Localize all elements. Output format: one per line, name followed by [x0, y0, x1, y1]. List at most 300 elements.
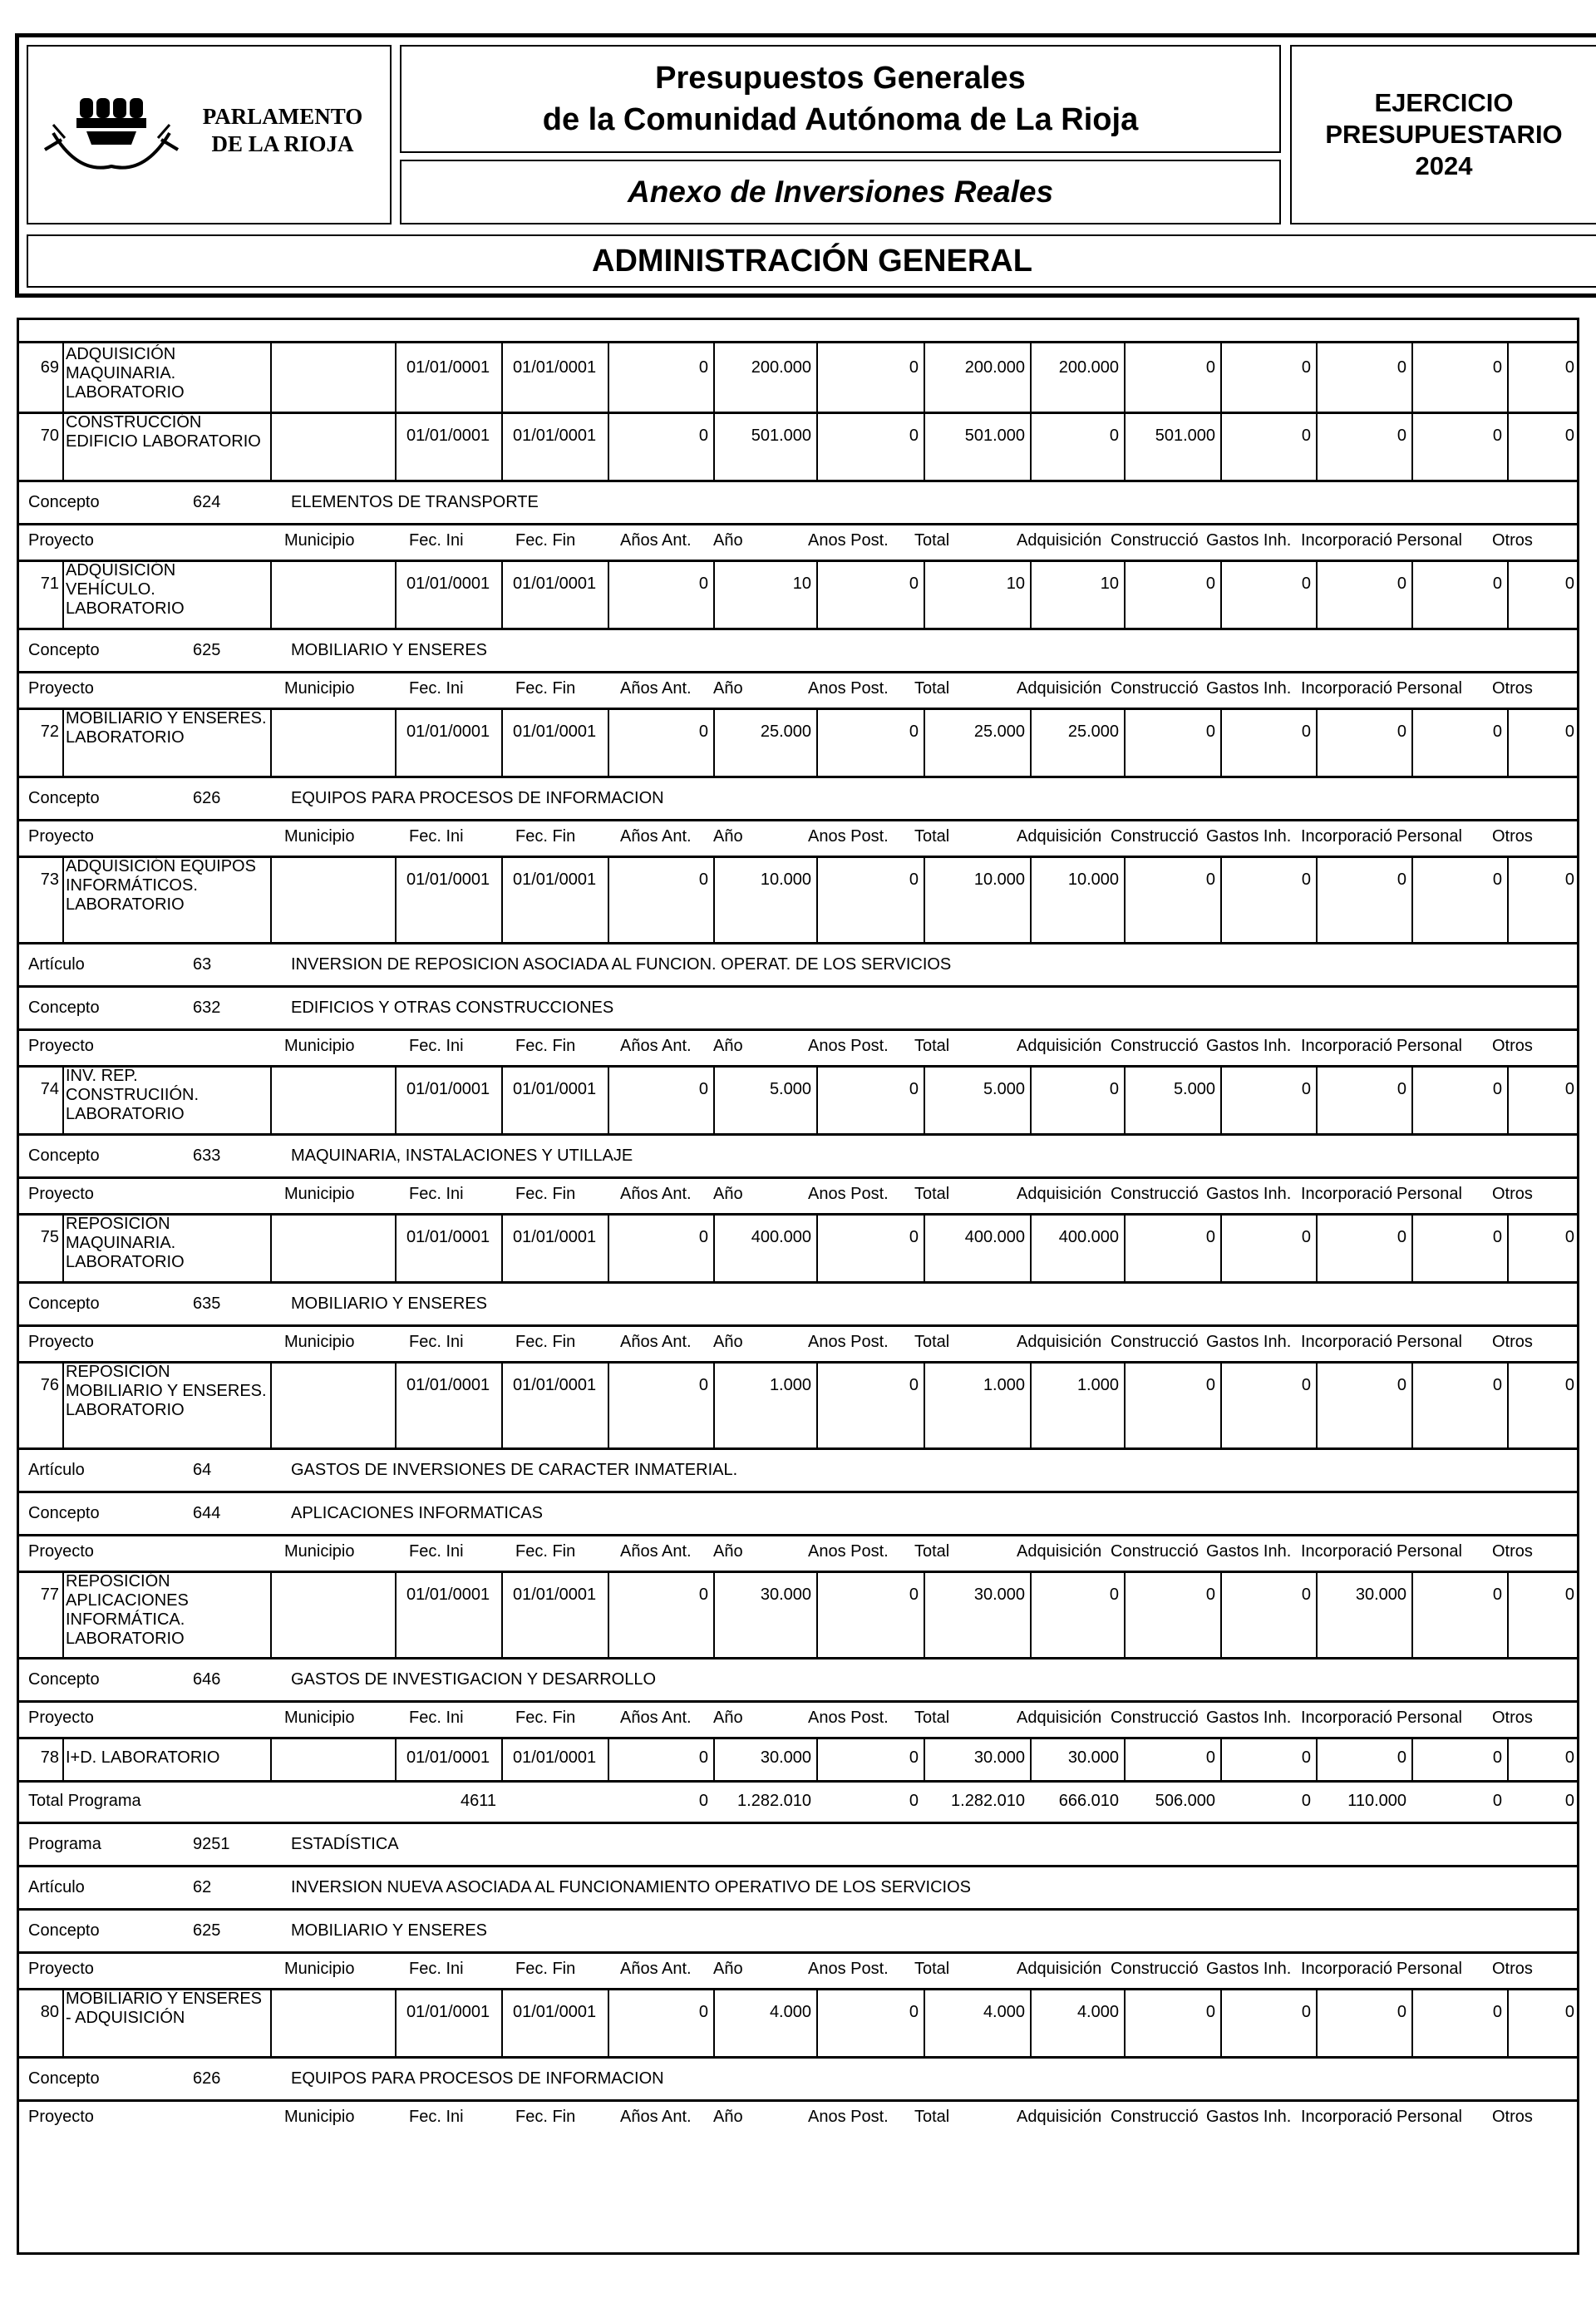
- cell: [1030, 708, 1124, 776]
- column-header-construccion: Construcció: [1111, 1960, 1199, 1978]
- cell: [1124, 1065, 1220, 1133]
- project-row: [17, 1213, 1579, 1284]
- group-label: Concepto: [28, 999, 100, 1017]
- construction-amount: 0: [1205, 1748, 1215, 1767]
- group-row: [17, 1447, 1579, 1493]
- column-header-otros: Otros: [1492, 2108, 1533, 2126]
- cell: [713, 412, 816, 480]
- intangible-amount: 0: [1301, 1080, 1311, 1098]
- incorporation-amount: 0: [1396, 1080, 1406, 1098]
- column-header-otros: Otros: [1492, 531, 1533, 550]
- cell: [17, 1571, 62, 1657]
- cell: [270, 1213, 395, 1281]
- cell: [924, 343, 1030, 412]
- cell: [924, 856, 1030, 942]
- cell: [713, 1213, 816, 1281]
- cell: [1507, 343, 1579, 412]
- cell: [1124, 708, 1220, 776]
- acquisition-amount: 400.000: [1058, 1228, 1119, 1246]
- cell: [924, 1065, 1030, 1133]
- cell: [1411, 343, 1507, 412]
- project-row: [17, 1571, 1579, 1659]
- end-date: 01/01/0001: [513, 2003, 597, 2021]
- other-amount: 0: [1564, 358, 1574, 377]
- column-header-construccion: Construcció: [1111, 531, 1199, 550]
- column-header-anos-post: Anos Post.: [808, 679, 889, 698]
- end-date: 01/01/0001: [513, 722, 597, 741]
- total-amount: 1.000: [983, 1376, 1025, 1394]
- year-amount: 4.000: [769, 2003, 811, 2021]
- other-amount: 0: [1564, 1376, 1574, 1394]
- incorporation-amount: 0: [1396, 1376, 1406, 1394]
- cell: [17, 708, 62, 776]
- later-years-amount: 0: [909, 2003, 919, 2021]
- year-amount: 200.000: [751, 358, 811, 377]
- cell: [1124, 1988, 1220, 2056]
- cell: [713, 1361, 816, 1447]
- column-header-anos-ant: Años Ant.: [620, 1037, 692, 1055]
- cell: [1030, 560, 1124, 628]
- project-number: 73: [40, 870, 59, 889]
- column-header-proyecto: Proyecto: [28, 1333, 94, 1351]
- incorporation-amount: 0: [1396, 1748, 1406, 1767]
- cell: [395, 412, 501, 480]
- cell: [608, 1065, 713, 1133]
- cell: [270, 412, 395, 480]
- column-header-municipio: Municipio: [284, 1333, 355, 1351]
- cell: [501, 708, 608, 776]
- total-amount: 400.000: [964, 1228, 1025, 1246]
- incorporation-amount: 0: [1396, 870, 1406, 889]
- intangible-amount: 0: [1301, 1376, 1311, 1394]
- group-row: [17, 1491, 1579, 1536]
- column-header-adquisicion: Adquisición: [1017, 679, 1102, 698]
- total-program-code: 4611: [460, 1792, 496, 1810]
- cell: [395, 856, 501, 942]
- column-header-anos-post: Anos Post.: [808, 1037, 889, 1055]
- column-header-ano: Año: [713, 1333, 743, 1351]
- group-label: Concepto: [28, 1921, 100, 1940]
- other-amount: 0: [1564, 1228, 1574, 1246]
- column-header-total: Total: [914, 1709, 950, 1727]
- group-label: Concepto: [28, 493, 100, 511]
- column-header-personal: Personal: [1396, 1542, 1462, 1561]
- column-header-proyecto: Proyecto: [28, 1709, 94, 1727]
- column-header-total: Total: [914, 827, 950, 846]
- column-header-gastos-inh: Gastos Inh.: [1206, 1037, 1292, 1055]
- end-date: 01/01/0001: [513, 427, 597, 445]
- incorporation-amount: 0: [1396, 575, 1406, 593]
- cell: [17, 412, 62, 480]
- other-amount: 0: [1564, 2003, 1574, 2021]
- column-header-otros: Otros: [1492, 1185, 1533, 1203]
- cell: [501, 343, 608, 412]
- later-years-amount: 0: [909, 722, 919, 741]
- construction-amount: 0: [1205, 575, 1215, 593]
- group-row: [17, 1908, 1579, 1954]
- cell: [270, 560, 395, 628]
- column-header-otros: Otros: [1492, 679, 1533, 698]
- group-description: INVERSION NUEVA ASOCIADA AL FUNCIONAMIENTO OPERATIVO DE LOS SERVICIOS: [291, 1878, 971, 1896]
- intangible-amount: 0: [1301, 2003, 1311, 2021]
- group-row: [17, 1822, 1579, 1867]
- end-date: 01/01/0001: [513, 1080, 597, 1098]
- column-header-anos-post: Anos Post.: [808, 1709, 889, 1727]
- end-date: 01/01/0001: [513, 358, 597, 377]
- cell: [395, 1213, 501, 1281]
- column-header-municipio: Municipio: [284, 1960, 355, 1978]
- column-header-anos-post: Anos Post.: [808, 827, 889, 846]
- start-date: 01/01/0001: [406, 427, 490, 445]
- column-header-fec-fin: Fec. Fin: [515, 1037, 576, 1055]
- project-row: [17, 560, 1579, 630]
- column-header-gastos-inh: Gastos Inh.: [1206, 1960, 1292, 1978]
- column-header-fec-fin: Fec. Fin: [515, 2108, 576, 2126]
- cell: [395, 343, 501, 412]
- column-header-otros: Otros: [1492, 1542, 1533, 1561]
- cell: [1220, 1988, 1316, 2056]
- column-header-gastos-inh: Gastos Inh.: [1206, 827, 1292, 846]
- column-header-anos-ant: Años Ant.: [620, 679, 692, 698]
- parliament-logo-icon: [37, 83, 186, 183]
- group-code: 624: [193, 493, 221, 511]
- year-amount: 5.000: [769, 1080, 811, 1098]
- column-header-incorporacion: Incorporació: [1301, 1542, 1393, 1561]
- total-later-years: 0: [909, 1792, 919, 1810]
- cell: [501, 1065, 608, 1133]
- column-header-total: Total: [914, 1185, 950, 1203]
- column-header-personal: Personal: [1396, 1037, 1462, 1055]
- year-amount: 10: [792, 575, 811, 593]
- project-name: ADQUISICIÓN MAQUINARIA. LABORATORIO: [66, 345, 185, 402]
- column-header-adquisicion: Adquisición: [1017, 1709, 1102, 1727]
- cell: [1316, 856, 1411, 942]
- column-header-incorporacion: Incorporació: [1301, 827, 1393, 846]
- cell: [713, 708, 816, 776]
- other-amount: 0: [1564, 427, 1574, 445]
- year-amount: 1.000: [769, 1376, 811, 1394]
- cell: [713, 856, 816, 942]
- cell: [924, 708, 1030, 776]
- column-header-proyecto: Proyecto: [28, 1960, 94, 1978]
- project-name: INV. REP. CONSTRUCIIÓN. LABORATORIO: [66, 1067, 199, 1123]
- cell: [924, 560, 1030, 628]
- group-label: Concepto: [28, 2069, 100, 2088]
- project-number: 69: [40, 358, 59, 377]
- group-code: 635: [193, 1295, 221, 1313]
- column-header-proyecto: Proyecto: [28, 1185, 94, 1203]
- cell: [395, 1988, 501, 2056]
- group-code: 626: [193, 2069, 221, 2088]
- project-row: [17, 1065, 1579, 1136]
- column-header-row: [17, 1176, 1579, 1216]
- start-date: 01/01/0001: [406, 870, 490, 889]
- cell: [816, 412, 924, 480]
- cell: [1220, 412, 1316, 480]
- later-years-amount: 0: [909, 427, 919, 445]
- group-label: Concepto: [28, 1670, 100, 1689]
- cell: [270, 343, 395, 412]
- group-label: Concepto: [28, 641, 100, 659]
- cell: [713, 343, 816, 412]
- end-date: 01/01/0001: [513, 1748, 597, 1767]
- column-header-fec-ini: Fec. Ini: [409, 679, 464, 698]
- column-header-fec-ini: Fec. Ini: [409, 1185, 464, 1203]
- cell: [608, 1571, 713, 1657]
- cell: [608, 1988, 713, 2056]
- cell: [1124, 343, 1220, 412]
- construction-amount: 501.000: [1155, 427, 1215, 445]
- column-header-proyecto: Proyecto: [28, 2108, 94, 2126]
- group-description: ESTADÍSTICA: [291, 1835, 399, 1853]
- group-description: MOBILIARIO Y ENSERES: [291, 1295, 488, 1313]
- title-line-1: Presupuestos Generales: [655, 61, 1026, 96]
- column-header-municipio: Municipio: [284, 1709, 355, 1727]
- column-header-construccion: Construcció: [1111, 827, 1199, 846]
- group-description: GASTOS DE INVESTIGACION Y DESARROLLO: [291, 1670, 657, 1689]
- column-header-adquisicion: Adquisición: [1017, 1542, 1102, 1561]
- cell: [816, 1737, 924, 1780]
- cell: [713, 560, 816, 628]
- logo-wordmark: [191, 103, 374, 158]
- cell: [713, 1571, 816, 1657]
- cell: [1220, 1571, 1316, 1657]
- fiscal-year-value: 2024: [1415, 151, 1473, 180]
- column-header-total: Total: [914, 1037, 950, 1055]
- cell: [1507, 1065, 1579, 1133]
- column-header-incorporacion: Incorporació: [1301, 1960, 1393, 1978]
- cell: [395, 1571, 501, 1657]
- column-header-personal: Personal: [1396, 679, 1462, 698]
- prior-years-amount: 0: [698, 722, 708, 741]
- logo-line-1: PARLAMENTO: [202, 104, 363, 129]
- cell: [1507, 708, 1579, 776]
- cell: [1507, 1213, 1579, 1281]
- other-amount: 0: [1564, 1080, 1574, 1098]
- cell: [924, 1988, 1030, 2056]
- end-date: 01/01/0001: [513, 1376, 597, 1394]
- cell: [1124, 856, 1220, 942]
- later-years-amount: 0: [909, 1080, 919, 1098]
- total-personnel: 0: [1492, 1792, 1502, 1810]
- column-header-row: [17, 2099, 1579, 2136]
- intangible-amount: 0: [1301, 722, 1311, 741]
- later-years-amount: 0: [909, 575, 919, 593]
- cell: [1316, 560, 1411, 628]
- logo-box: [27, 45, 392, 224]
- prior-years-amount: 0: [698, 575, 708, 593]
- group-description: INVERSION DE REPOSICION ASOCIADA AL FUNCION. OPERAT. DE LOS SERVICIOS: [291, 955, 952, 974]
- column-header-anos-post: Anos Post.: [808, 2108, 889, 2126]
- cell: [1316, 1571, 1411, 1657]
- cell: [1220, 560, 1316, 628]
- project-name: REPOSICIÓN APLICACIONES INFORMÁTICA. LABORATORIO: [66, 1572, 189, 1648]
- personnel-amount: 0: [1492, 427, 1502, 445]
- group-row: [17, 1281, 1579, 1327]
- group-description: MAQUINARIA, INSTALACIONES Y UTILLAJE: [291, 1147, 633, 1165]
- cell: [1030, 1361, 1124, 1447]
- cell: [501, 1988, 608, 2056]
- project-number: 78: [40, 1748, 59, 1767]
- group-label: Artículo: [28, 1878, 85, 1896]
- column-header-total: Total: [914, 2108, 950, 2126]
- group-label: Concepto: [28, 789, 100, 807]
- column-header-ano: Año: [713, 827, 743, 846]
- intangible-amount: 0: [1301, 427, 1311, 445]
- personnel-amount: 0: [1492, 1080, 1502, 1098]
- column-header-row: [17, 671, 1579, 710]
- group-code: 626: [193, 789, 221, 807]
- fiscal-year-label-1: EJERCICIO: [1374, 88, 1514, 117]
- group-description: APLICACIONES INFORMATICAS: [291, 1504, 544, 1522]
- cell: [270, 1065, 395, 1133]
- total-other: 0: [1564, 1792, 1574, 1810]
- personnel-amount: 0: [1492, 1748, 1502, 1767]
- group-row: [17, 1865, 1579, 1911]
- cell: [1220, 343, 1316, 412]
- construction-amount: 0: [1205, 722, 1215, 741]
- year-amount: 400.000: [751, 1228, 811, 1246]
- cell: [1316, 1065, 1411, 1133]
- project-number: 76: [40, 1376, 59, 1394]
- group-description: EQUIPOS PARA PROCESOS DE INFORMACION: [291, 789, 664, 807]
- cell: [270, 1571, 395, 1657]
- total-prior-years: 0: [698, 1792, 708, 1810]
- start-date: 01/01/0001: [406, 1748, 490, 1767]
- column-header-total: Total: [914, 1333, 950, 1351]
- cell: [1411, 412, 1507, 480]
- total-amount: 5.000: [983, 1080, 1025, 1098]
- personnel-amount: 0: [1492, 870, 1502, 889]
- cell: [17, 1065, 62, 1133]
- column-header-construccion: Construcció: [1111, 1333, 1199, 1351]
- other-amount: 0: [1564, 870, 1574, 889]
- column-header-total: Total: [914, 679, 950, 698]
- project-row: [17, 1361, 1579, 1450]
- cell: [1411, 1361, 1507, 1447]
- column-header-proyecto: Proyecto: [28, 1037, 94, 1055]
- column-header-fec-ini: Fec. Ini: [409, 2108, 464, 2126]
- column-header-gastos-inh: Gastos Inh.: [1206, 1333, 1292, 1351]
- year-amount: 30.000: [760, 1586, 811, 1604]
- group-description: GASTOS DE INVERSIONES DE CARACTER INMATERIAL.: [291, 1461, 738, 1479]
- total-amount: 10.000: [973, 870, 1025, 889]
- project-number: 74: [40, 1080, 59, 1098]
- cell: [501, 1213, 608, 1281]
- cell: [713, 1988, 816, 2056]
- group-code: 625: [193, 641, 221, 659]
- cell: [1220, 856, 1316, 942]
- column-header-otros: Otros: [1492, 1333, 1533, 1351]
- cell: [713, 1065, 816, 1133]
- column-header-proyecto: Proyecto: [28, 679, 94, 698]
- project-number: 71: [40, 575, 59, 593]
- cell: [1220, 1361, 1316, 1447]
- group-code: 63: [193, 955, 212, 974]
- group-code: 64: [193, 1461, 212, 1479]
- cell: [1030, 856, 1124, 942]
- column-header-fec-fin: Fec. Fin: [515, 1960, 576, 1978]
- total-intangible: 0: [1301, 1792, 1311, 1810]
- cell: [270, 1737, 395, 1780]
- project-number: 75: [40, 1228, 59, 1246]
- column-header-construccion: Construcció: [1111, 1037, 1199, 1055]
- column-header-otros: Otros: [1492, 1709, 1533, 1727]
- column-header-ano: Año: [713, 1960, 743, 1978]
- cell: [1220, 1213, 1316, 1281]
- cell: [270, 1361, 395, 1447]
- group-label: Concepto: [28, 1295, 100, 1313]
- column-header-anos-ant: Años Ant.: [620, 1709, 692, 1727]
- column-header-gastos-inh: Gastos Inh.: [1206, 2108, 1292, 2126]
- acquisition-amount: 1.000: [1076, 1376, 1119, 1394]
- cell: [1030, 412, 1124, 480]
- cell: [816, 1988, 924, 2056]
- intangible-amount: 0: [1301, 358, 1311, 377]
- cell: [816, 856, 924, 942]
- year-amount: 10.000: [760, 870, 811, 889]
- column-header-municipio: Municipio: [284, 679, 355, 698]
- prior-years-amount: 0: [698, 2003, 708, 2021]
- cell: [395, 1065, 501, 1133]
- cell: [270, 708, 395, 776]
- column-header-construccion: Construcció: [1111, 679, 1199, 698]
- cell: [501, 412, 608, 480]
- document-title: [400, 45, 1281, 153]
- column-header-fec-ini: Fec. Ini: [409, 1709, 464, 1727]
- construction-amount: 5.000: [1173, 1080, 1215, 1098]
- project-name: I+D. LABORATORIO: [66, 1748, 220, 1767]
- construction-amount: 0: [1205, 1228, 1215, 1246]
- other-amount: 0: [1564, 1586, 1574, 1604]
- year-amount: 25.000: [760, 722, 811, 741]
- later-years-amount: 0: [909, 1586, 919, 1604]
- cell: [17, 560, 62, 628]
- column-header-proyecto: Proyecto: [28, 827, 94, 846]
- end-date: 01/01/0001: [513, 870, 597, 889]
- cell: [1316, 1213, 1411, 1281]
- end-date: 01/01/0001: [513, 1228, 597, 1246]
- end-date: 01/01/0001: [513, 1586, 597, 1604]
- incorporation-amount: 30.000: [1355, 1586, 1406, 1604]
- acquisition-amount: 0: [1109, 1586, 1119, 1604]
- project-row: [17, 1988, 1579, 2059]
- column-header-proyecto: Proyecto: [28, 1542, 94, 1561]
- total-construction: 506.000: [1155, 1792, 1215, 1810]
- cell: [608, 560, 713, 628]
- column-header-personal: Personal: [1396, 1960, 1462, 1978]
- group-row: [17, 776, 1579, 821]
- group-label: Artículo: [28, 955, 85, 974]
- cell: [1220, 1065, 1316, 1133]
- program-total-row: [17, 1780, 1579, 1824]
- column-header-gastos-inh: Gastos Inh.: [1206, 531, 1292, 550]
- column-header-personal: Personal: [1396, 1185, 1462, 1203]
- fiscal-year-label-2: PRESUPUESTARIO: [1325, 120, 1563, 149]
- cell: [1124, 1571, 1220, 1657]
- project-name: ADQUISICIÓN VEHÍCULO. LABORATORIO: [66, 561, 185, 618]
- column-header-municipio: Municipio: [284, 1037, 355, 1055]
- project-name: REPOSICIÓN MOBILIARIO Y ENSERES. LABORATORIO: [66, 1363, 267, 1419]
- cell: [924, 1361, 1030, 1447]
- cell: [816, 343, 924, 412]
- cell: [1124, 560, 1220, 628]
- intangible-amount: 0: [1301, 1586, 1311, 1604]
- incorporation-amount: 0: [1396, 358, 1406, 377]
- column-header-anos-ant: Años Ant.: [620, 1333, 692, 1351]
- project-number: 80: [40, 2003, 59, 2021]
- column-header-row: [17, 1700, 1579, 1739]
